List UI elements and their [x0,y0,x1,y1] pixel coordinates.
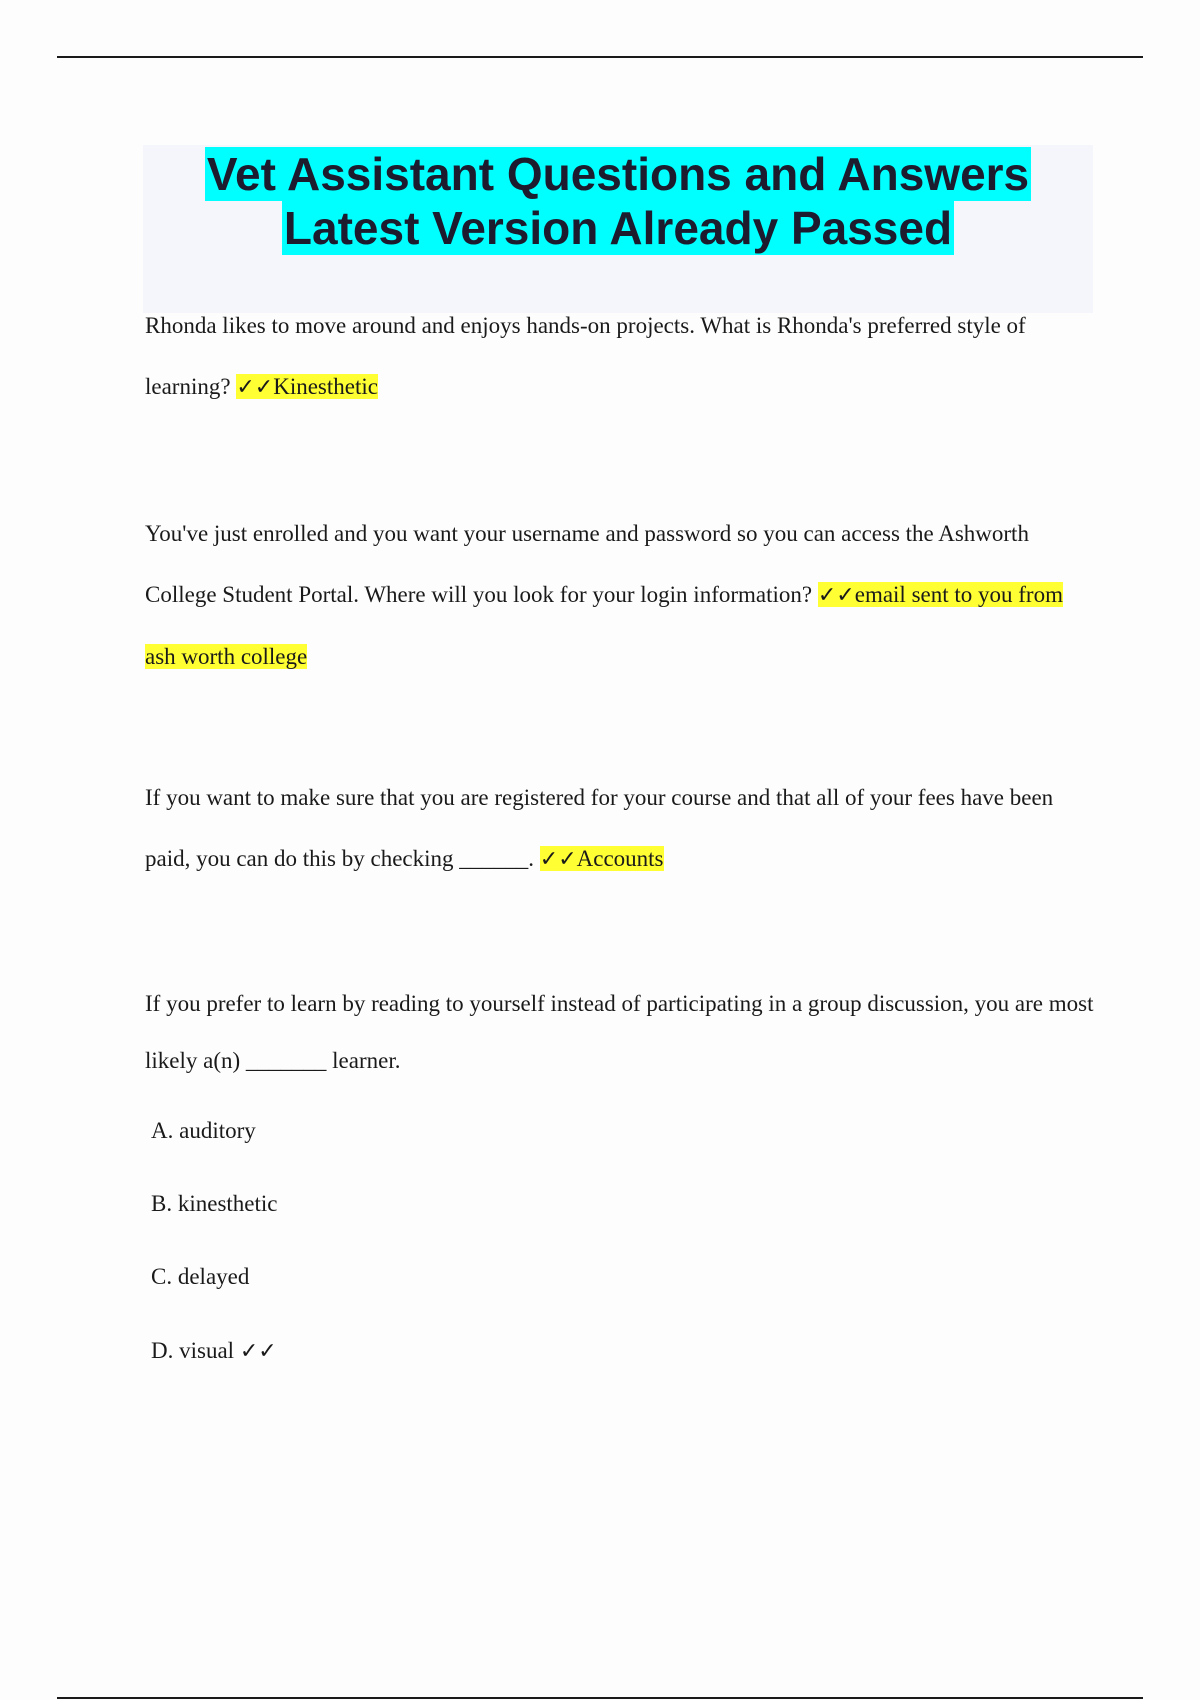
question-3-answer [540,846,664,871]
question-1-text: Rhonda likes to move around and enjoys hands-on projects. What is Rhonda's preferred style of learning? [145,313,1026,399]
option-d [151,1338,277,1364]
question-1-answer [236,374,378,399]
question-1 [145,295,1095,418]
check-icon: ✓✓ [236,375,274,400]
option-c: C. delayed [151,1264,250,1289]
question-3 [145,767,1095,890]
option-d-text: D. visual [151,1338,240,1363]
question-4-text: If you prefer to learn by reading to yourself instead of participating in a group discussion, you are most likely a(n) _______ learner. [145,991,1094,1073]
question-4 [145,975,1095,1089]
question-2-text: You've just enrolled and you want your username and password so you can access the Ashworth College Student Portal. Where will you look for your login information? [145,521,1029,607]
top-rule [57,56,1143,58]
check-icon: ✓✓ [817,583,855,608]
answer-text: Kinesthetic [273,374,378,399]
answer-text: email sent to you from ash worth college [145,582,1063,669]
document-title-line-1: Vet Assistant Questions and Answers [206,148,1030,200]
option-b: B. kinesthetic [151,1191,278,1216]
bottom-rule [57,1697,1143,1699]
question-3-text: If you want to make sure that you are registered for your course and that all of your fees have been paid, you can do this by checking ______. [145,785,1054,871]
option-a: A. auditory [151,1118,256,1143]
question-2 [145,503,1095,687]
answer-text: Accounts [576,846,664,871]
check-icon: ✓✓ [239,1339,277,1364]
check-icon: ✓✓ [539,847,577,872]
title-block [143,145,1093,313]
document-title-line-2: Latest Version Already Passed [283,202,953,254]
